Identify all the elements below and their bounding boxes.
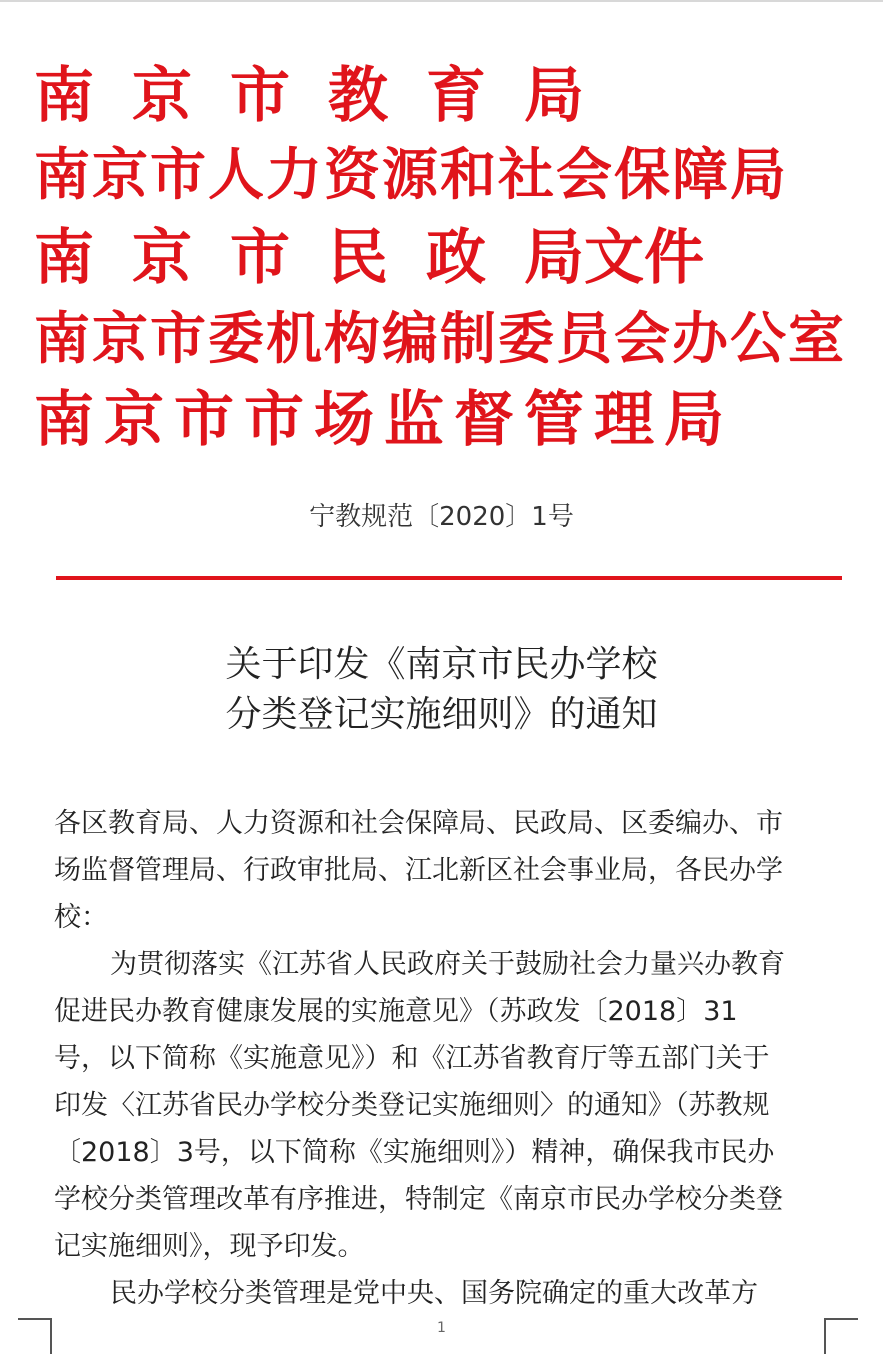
header-line3-tail: 局文件 [524,223,704,293]
header-line-staffing-office: 南京市委机构编制委员会办公室 [34,307,846,372]
document-title-line-2: 分类登记实施细则》的通知 [225,694,658,735]
body-paragraph-1 [54,941,834,1270]
text-line: 印发〈江苏省民办学校分类登记实施细则〉的通知》（苏教规 [54,1090,770,1121]
header-line3-char: 南 [34,223,94,293]
text-line: 号，以下简称《实施意见》）和《江苏省教育厅等五部门关于 [54,1043,770,1074]
text-line: 学校分类管理改革有序推进，特制定《南京市民办学校分类登 [54,1184,783,1215]
recipients-paragraph [54,800,834,941]
text-line: 〔2018〕3号，以下简称《实施细则》）精神，确保我市民办 [54,1137,775,1168]
text-line: 记实施细则》，现予印发。 [54,1231,365,1262]
header-line3-char: 政 [426,223,486,293]
red-separator-line [56,576,842,580]
header-line3-char: 民 [328,223,388,293]
text-line: 为贯彻落实《江苏省人民政府关于鼓励社会力量兴办教育 [110,949,785,980]
top-edge-line [0,0,883,2]
header-line-education-bureau: 南京市教育局 [34,61,622,131]
text-line: 场监督管理局、行政审批局、江北新区社会事业局，各民办学 [54,855,783,886]
header-line-market-regulation-bureau: 南京市市场监督管理局 [34,385,734,455]
body-paragraph-2 [54,1270,834,1317]
header-line-civil-affairs-bureau [34,223,704,293]
page-number: 1 [437,1320,446,1336]
document-title-line-1: 关于印发《南京市民办学校 [225,644,658,685]
page-corner-mark-right [824,1318,858,1354]
text-line: 校： [54,902,108,933]
text-line: 促进民办教育健康发展的实施意见》（苏政发〔2018〕31 [54,996,738,1027]
text-line: 各区教育局、人力资源和社会保障局、民政局、区委编办、市 [54,808,783,839]
header-line3-char: 京 [132,223,192,293]
text-line: 民办学校分类管理是党中央、国务院确定的重大改革方 [110,1278,758,1309]
header-line-hr-bureau: 南京市人力资源和社会保障局 [34,143,788,208]
header-line3-char: 市 [230,223,290,293]
document-number: 宁教规范〔2020〕1号 [309,502,574,532]
